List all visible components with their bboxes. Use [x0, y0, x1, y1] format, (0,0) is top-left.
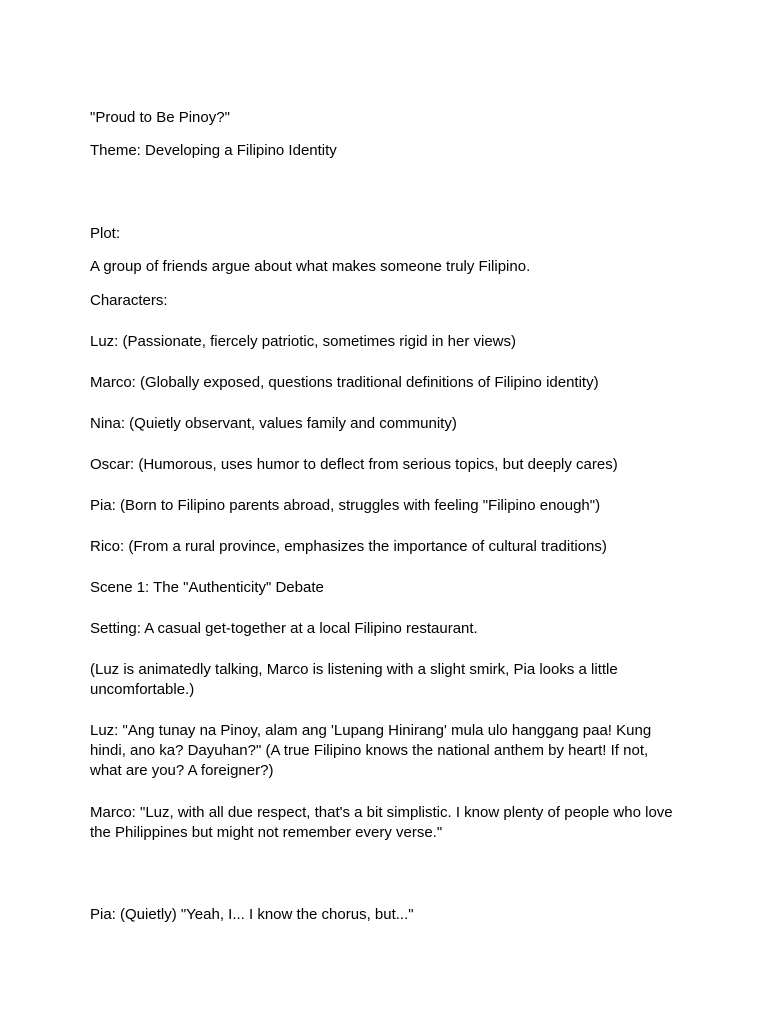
scene-heading: Scene 1: The "Authenticity" Debate [90, 579, 324, 596]
document-title: "Proud to Be Pinoy?" [90, 109, 230, 126]
dialogue-marco: Marco: "Luz, with all due respect, that's a bit simplistic. I know plenty of people who love the Philippines but might not remember every verse." [90, 804, 673, 841]
setting-line: Setting: A casual get-together at a local Filipino restaurant. [90, 620, 478, 637]
dialogue-pia: Pia: (Quietly) "Yeah, I... I know the chorus, but..." [90, 906, 414, 923]
character-nina: Nina: (Quietly observant, values family and community) [90, 415, 457, 432]
character-luz: Luz: (Passionate, fiercely patriotic, sometimes rigid in her views) [90, 333, 516, 350]
theme-line: Theme: Developing a Filipino Identity [90, 142, 337, 159]
characters-heading: Characters: [90, 292, 168, 309]
character-oscar: Oscar: (Humorous, uses humor to deflect from serious topics, but deeply cares) [90, 456, 618, 473]
character-pia: Pia: (Born to Filipino parents abroad, struggles with feeling "Filipino enough") [90, 497, 601, 514]
dialogue-luz: Luz: "Ang tunay na Pinoy, alam ang 'Lupang Hinirang' mula ulo hanggang paa! Kung hindi, ano ka? Dayuhan?" (A true Filipino knows the national anthem by heart! If not, what are you? A foreigner?) [90, 722, 652, 779]
character-rico: Rico: (From a rural province, emphasizes the importance of cultural traditions) [90, 538, 607, 555]
plot-heading: Plot: [90, 225, 121, 242]
stage-direction: (Luz is animatedly talking, Marco is listening with a slight smirk, Pia looks a little uncomfortable.) [90, 661, 618, 698]
plot-text: A group of friends argue about what makes someone truly Filipino. [90, 258, 531, 275]
character-marco: Marco: (Globally exposed, questions traditional definitions of Filipino identity) [90, 374, 599, 391]
